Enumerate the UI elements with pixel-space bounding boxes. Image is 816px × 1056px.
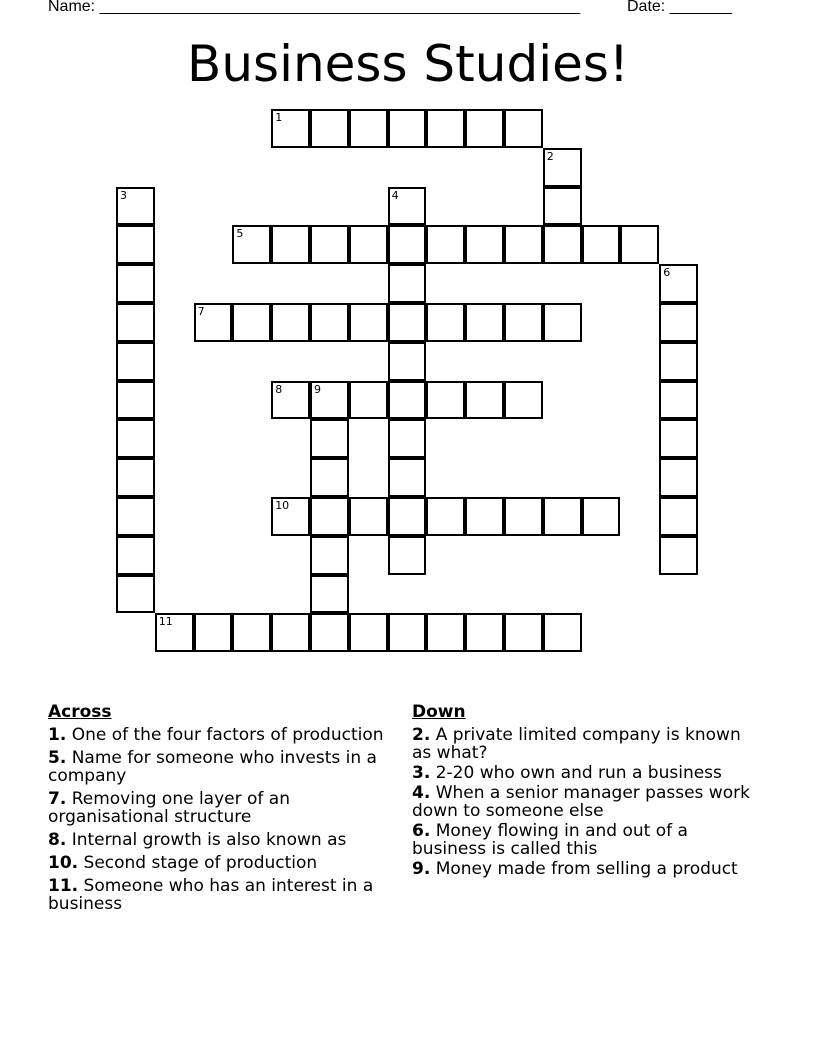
- grid-cell[interactable]: [543, 148, 582, 187]
- grid-cell[interactable]: [504, 381, 543, 420]
- grid-cell[interactable]: [504, 109, 543, 148]
- grid-cell[interactable]: [388, 613, 427, 652]
- grid-cell[interactable]: [465, 225, 504, 264]
- across-clues: [48, 702, 398, 918]
- grid-cell[interactable]: [504, 303, 543, 342]
- grid-cell[interactable]: [310, 613, 349, 652]
- grid-cell[interactable]: [310, 497, 349, 536]
- grid-cell[interactable]: [465, 381, 504, 420]
- grid-cell[interactable]: [543, 613, 582, 652]
- grid-cell[interactable]: [271, 497, 310, 536]
- grid-cell[interactable]: [310, 109, 349, 148]
- clue-number: 7: [197, 305, 205, 318]
- grid-cell[interactable]: [659, 303, 698, 342]
- grid-cell[interactable]: [465, 109, 504, 148]
- grid-cell[interactable]: [271, 109, 310, 148]
- grid-cell[interactable]: [116, 342, 155, 381]
- grid-cell[interactable]: [620, 225, 659, 264]
- grid-cell[interactable]: [116, 264, 155, 303]
- down-heading: Down: [412, 702, 466, 722]
- grid-cell[interactable]: [349, 225, 388, 264]
- grid-cell[interactable]: [116, 497, 155, 536]
- clue-down-9: 9. Money made from selling a product: [412, 859, 738, 879]
- grid-cell[interactable]: [388, 187, 427, 226]
- grid-cell[interactable]: [271, 303, 310, 342]
- grid-cell[interactable]: [116, 187, 155, 226]
- grid-cell[interactable]: [194, 303, 233, 342]
- grid-cell[interactable]: [310, 303, 349, 342]
- grid-cell[interactable]: [659, 419, 698, 458]
- page-title: Business Studies!: [187, 35, 629, 93]
- grid-cell[interactable]: [388, 109, 427, 148]
- grid-cell[interactable]: [504, 497, 543, 536]
- clue-across-8: 8. Internal growth is also known as: [48, 830, 347, 850]
- clue-across-10: 10. Second stage of production: [48, 853, 318, 873]
- grid-cell[interactable]: [426, 109, 465, 148]
- grid-cell[interactable]: [659, 381, 698, 420]
- grid-cell[interactable]: [155, 613, 194, 652]
- clue-number: 8: [275, 382, 283, 396]
- grid-cell[interactable]: [659, 264, 698, 303]
- grid-cell[interactable]: [271, 225, 310, 264]
- grid-cell[interactable]: [465, 497, 504, 536]
- grid-cell[interactable]: [232, 225, 271, 264]
- grid-cell[interactable]: [504, 225, 543, 264]
- clue-number: 5: [236, 227, 244, 241]
- grid-cell[interactable]: [349, 613, 388, 652]
- date-field[interactable]: Date: _______: [627, 0, 732, 15]
- grid-cell[interactable]: [465, 613, 504, 652]
- clue-across-7: 7. Removing one layer of an organisational structure: [48, 789, 290, 827]
- grid-cell[interactable]: [543, 187, 582, 226]
- grid-cell[interactable]: [659, 497, 698, 536]
- grid-cell[interactable]: [116, 536, 155, 575]
- clue-number: 4: [391, 188, 399, 202]
- clue-number: 11: [158, 615, 173, 629]
- clue-down-3: 3. 2-20 who own and run a business: [412, 763, 722, 783]
- grid-cell[interactable]: [543, 225, 582, 264]
- grid-cell[interactable]: [349, 303, 388, 342]
- grid-cell[interactable]: [426, 303, 465, 342]
- grid-cell[interactable]: [388, 536, 427, 575]
- grid-cell[interactable]: [349, 497, 388, 536]
- name-field[interactable]: Name: ______________________________________________________: [48, 0, 581, 15]
- grid-cell[interactable]: [310, 225, 349, 264]
- across-heading: Across: [48, 702, 112, 722]
- grid-cell[interactable]: [426, 381, 465, 420]
- clue-number: 9: [314, 382, 321, 396]
- grid-cell[interactable]: [232, 613, 271, 652]
- grid-cell[interactable]: [271, 613, 310, 652]
- grid-cell[interactable]: [194, 613, 233, 652]
- grid-cell[interactable]: [349, 109, 388, 148]
- grid-cell[interactable]: [116, 381, 155, 420]
- clue-number: 10: [275, 499, 290, 512]
- clue-down-2: 2. A private limited company is known as what?: [412, 725, 741, 763]
- grid-cell[interactable]: [310, 575, 349, 614]
- grid-cell[interactable]: [116, 303, 155, 342]
- grid-cell[interactable]: [659, 458, 698, 497]
- clue-down-6: 6. Money flowing in and out of a business is called this: [412, 821, 688, 859]
- grid-cell[interactable]: [116, 225, 155, 264]
- grid-cell[interactable]: [116, 575, 155, 614]
- grid-cell[interactable]: [582, 225, 621, 264]
- grid-cell[interactable]: [232, 303, 271, 342]
- grid-cell[interactable]: [465, 303, 504, 342]
- grid-cell[interactable]: [116, 419, 155, 458]
- grid-cell[interactable]: [349, 381, 388, 420]
- clue-number: 1: [275, 111, 283, 124]
- grid-cell[interactable]: [388, 419, 427, 458]
- grid-cell[interactable]: [388, 225, 427, 264]
- grid-cell[interactable]: [310, 419, 349, 458]
- grid-cell[interactable]: [504, 613, 543, 652]
- grid-cell[interactable]: [388, 264, 427, 303]
- grid-cell[interactable]: [388, 303, 427, 342]
- grid-cell[interactable]: [116, 458, 155, 497]
- grid-cell[interactable]: [388, 497, 427, 536]
- grid-cell[interactable]: [426, 497, 465, 536]
- grid-cell[interactable]: [659, 342, 698, 381]
- down-clues: [412, 702, 757, 880]
- grid-cell[interactable]: [582, 497, 621, 536]
- grid-cell[interactable]: [426, 225, 465, 264]
- grid-cell[interactable]: [388, 342, 427, 381]
- grid-cell[interactable]: [310, 536, 349, 575]
- clue-across-5: 5. Name for someone who invests in a company: [48, 748, 377, 786]
- grid-cell[interactable]: [271, 381, 310, 420]
- clue-number: 3: [120, 188, 127, 202]
- grid-cell[interactable]: [659, 536, 698, 575]
- grid-cell[interactable]: [310, 458, 349, 497]
- clue-number: 2: [546, 149, 554, 163]
- clue-across-11: 11. Someone who has an interest in a business: [48, 876, 374, 914]
- grid-cell[interactable]: [388, 458, 427, 497]
- grid-cell[interactable]: [388, 381, 427, 420]
- grid-cell[interactable]: [543, 497, 582, 536]
- grid-cell[interactable]: [543, 303, 582, 342]
- clue-down-4: 4. When a senior manager passes work down to someone else: [412, 783, 750, 821]
- grid-cell[interactable]: [310, 381, 349, 420]
- clue-across-1: 1. One of the four factors of production: [48, 725, 384, 745]
- clue-number: 6: [663, 266, 671, 280]
- grid-cell[interactable]: [426, 613, 465, 652]
